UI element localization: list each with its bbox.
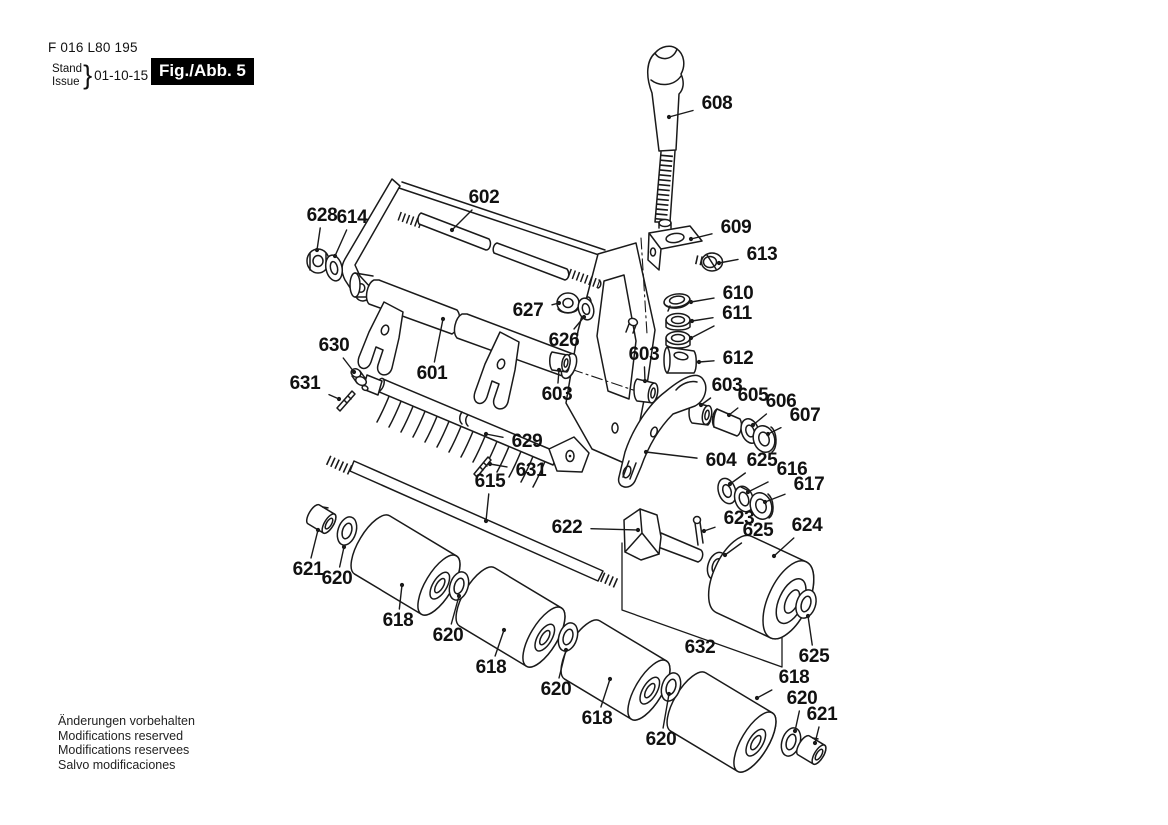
note-line: Modifications reservees	[58, 743, 190, 757]
washer-620-1	[334, 514, 360, 547]
part-callout-623: 623	[723, 508, 755, 529]
part-callout-614: 614	[336, 207, 368, 228]
part-callout-625: 625	[742, 520, 774, 541]
drum-624	[698, 528, 824, 646]
part-callout-607: 607	[789, 405, 821, 426]
part-callout-615: 615	[474, 471, 506, 492]
part-callout-621: 621	[806, 704, 838, 725]
part-callout-632: 632	[684, 637, 716, 658]
bracket-609	[648, 220, 702, 271]
part-callout-624: 624	[791, 515, 823, 536]
note-line: Modifications reserved	[58, 728, 184, 743]
part-callout-617: 617	[793, 474, 825, 495]
part-callout-606: 606	[765, 391, 797, 412]
part-callout-613: 613	[746, 244, 778, 265]
end-cap-621a	[304, 501, 340, 535]
sleeve-612	[664, 347, 696, 373]
part-callout-628: 628	[306, 205, 338, 226]
part-callout-621: 621	[292, 559, 324, 580]
part-callout-627: 627	[512, 300, 544, 321]
cotter-pin-623	[694, 517, 704, 546]
issue-labels: Stand Issue	[52, 63, 83, 88]
part-callout-603: 603	[628, 344, 660, 365]
part-callout-616: 616	[776, 459, 808, 480]
part-callout-611: 611	[722, 303, 752, 324]
part-callout-618: 618	[581, 708, 613, 729]
threaded-rod-602	[399, 213, 601, 288]
part-callout-618: 618	[778, 667, 810, 688]
knob-608	[648, 46, 684, 222]
part-callout-612: 612	[722, 348, 754, 369]
pin-631a	[337, 391, 355, 411]
fork-arm-left	[358, 302, 403, 375]
part-callout-618: 618	[475, 657, 507, 678]
part-callout-629: 629	[511, 431, 543, 452]
brace-glyph: }	[83, 60, 93, 90]
nut-611b	[666, 332, 690, 349]
issue-date: 01-10-15	[94, 68, 149, 83]
document-number: F 016 L80 195	[48, 40, 138, 55]
part-callout-605: 605	[737, 385, 769, 406]
figure-badge: Fig./Abb. 5	[151, 58, 254, 85]
part-callout-625: 625	[798, 646, 830, 667]
part-callout-631: 631	[289, 373, 321, 394]
part-callout-630: 630	[318, 335, 350, 356]
coupler-622	[624, 509, 703, 562]
title-block	[48, 40, 149, 90]
roller-618-1	[343, 509, 468, 621]
part-callout-603: 603	[711, 375, 743, 396]
note-line: Salvo modificaciones	[58, 757, 176, 772]
part-callout-602: 602	[468, 187, 500, 208]
part-callout-622: 622	[551, 517, 583, 538]
part-callout-620: 620	[540, 679, 572, 700]
part-callout-620: 620	[786, 688, 818, 709]
part-callout-625: 625	[746, 450, 778, 471]
part-callout-609: 609	[720, 217, 752, 238]
part-callout-603: 603	[541, 384, 573, 405]
nut-611a	[666, 314, 690, 331]
note-line: Änderungen vorbehalten	[58, 714, 195, 728]
part-callout-626: 626	[548, 330, 580, 351]
part-callout-618: 618	[382, 610, 414, 631]
part-callout-620: 620	[432, 625, 464, 646]
legal-notes	[58, 714, 195, 772]
sleeve-605	[713, 409, 742, 436]
issue-block	[52, 60, 148, 91]
ring-610	[663, 292, 691, 311]
part-callout-610: 610	[722, 283, 754, 304]
part-callout-604: 604	[705, 450, 737, 471]
part-callout-620: 620	[321, 568, 353, 589]
part-callout-601: 601	[416, 363, 448, 384]
part-callout-620: 620	[645, 729, 677, 750]
part-callout-608: 608	[701, 93, 733, 114]
part-callout-631: 631	[515, 460, 547, 481]
